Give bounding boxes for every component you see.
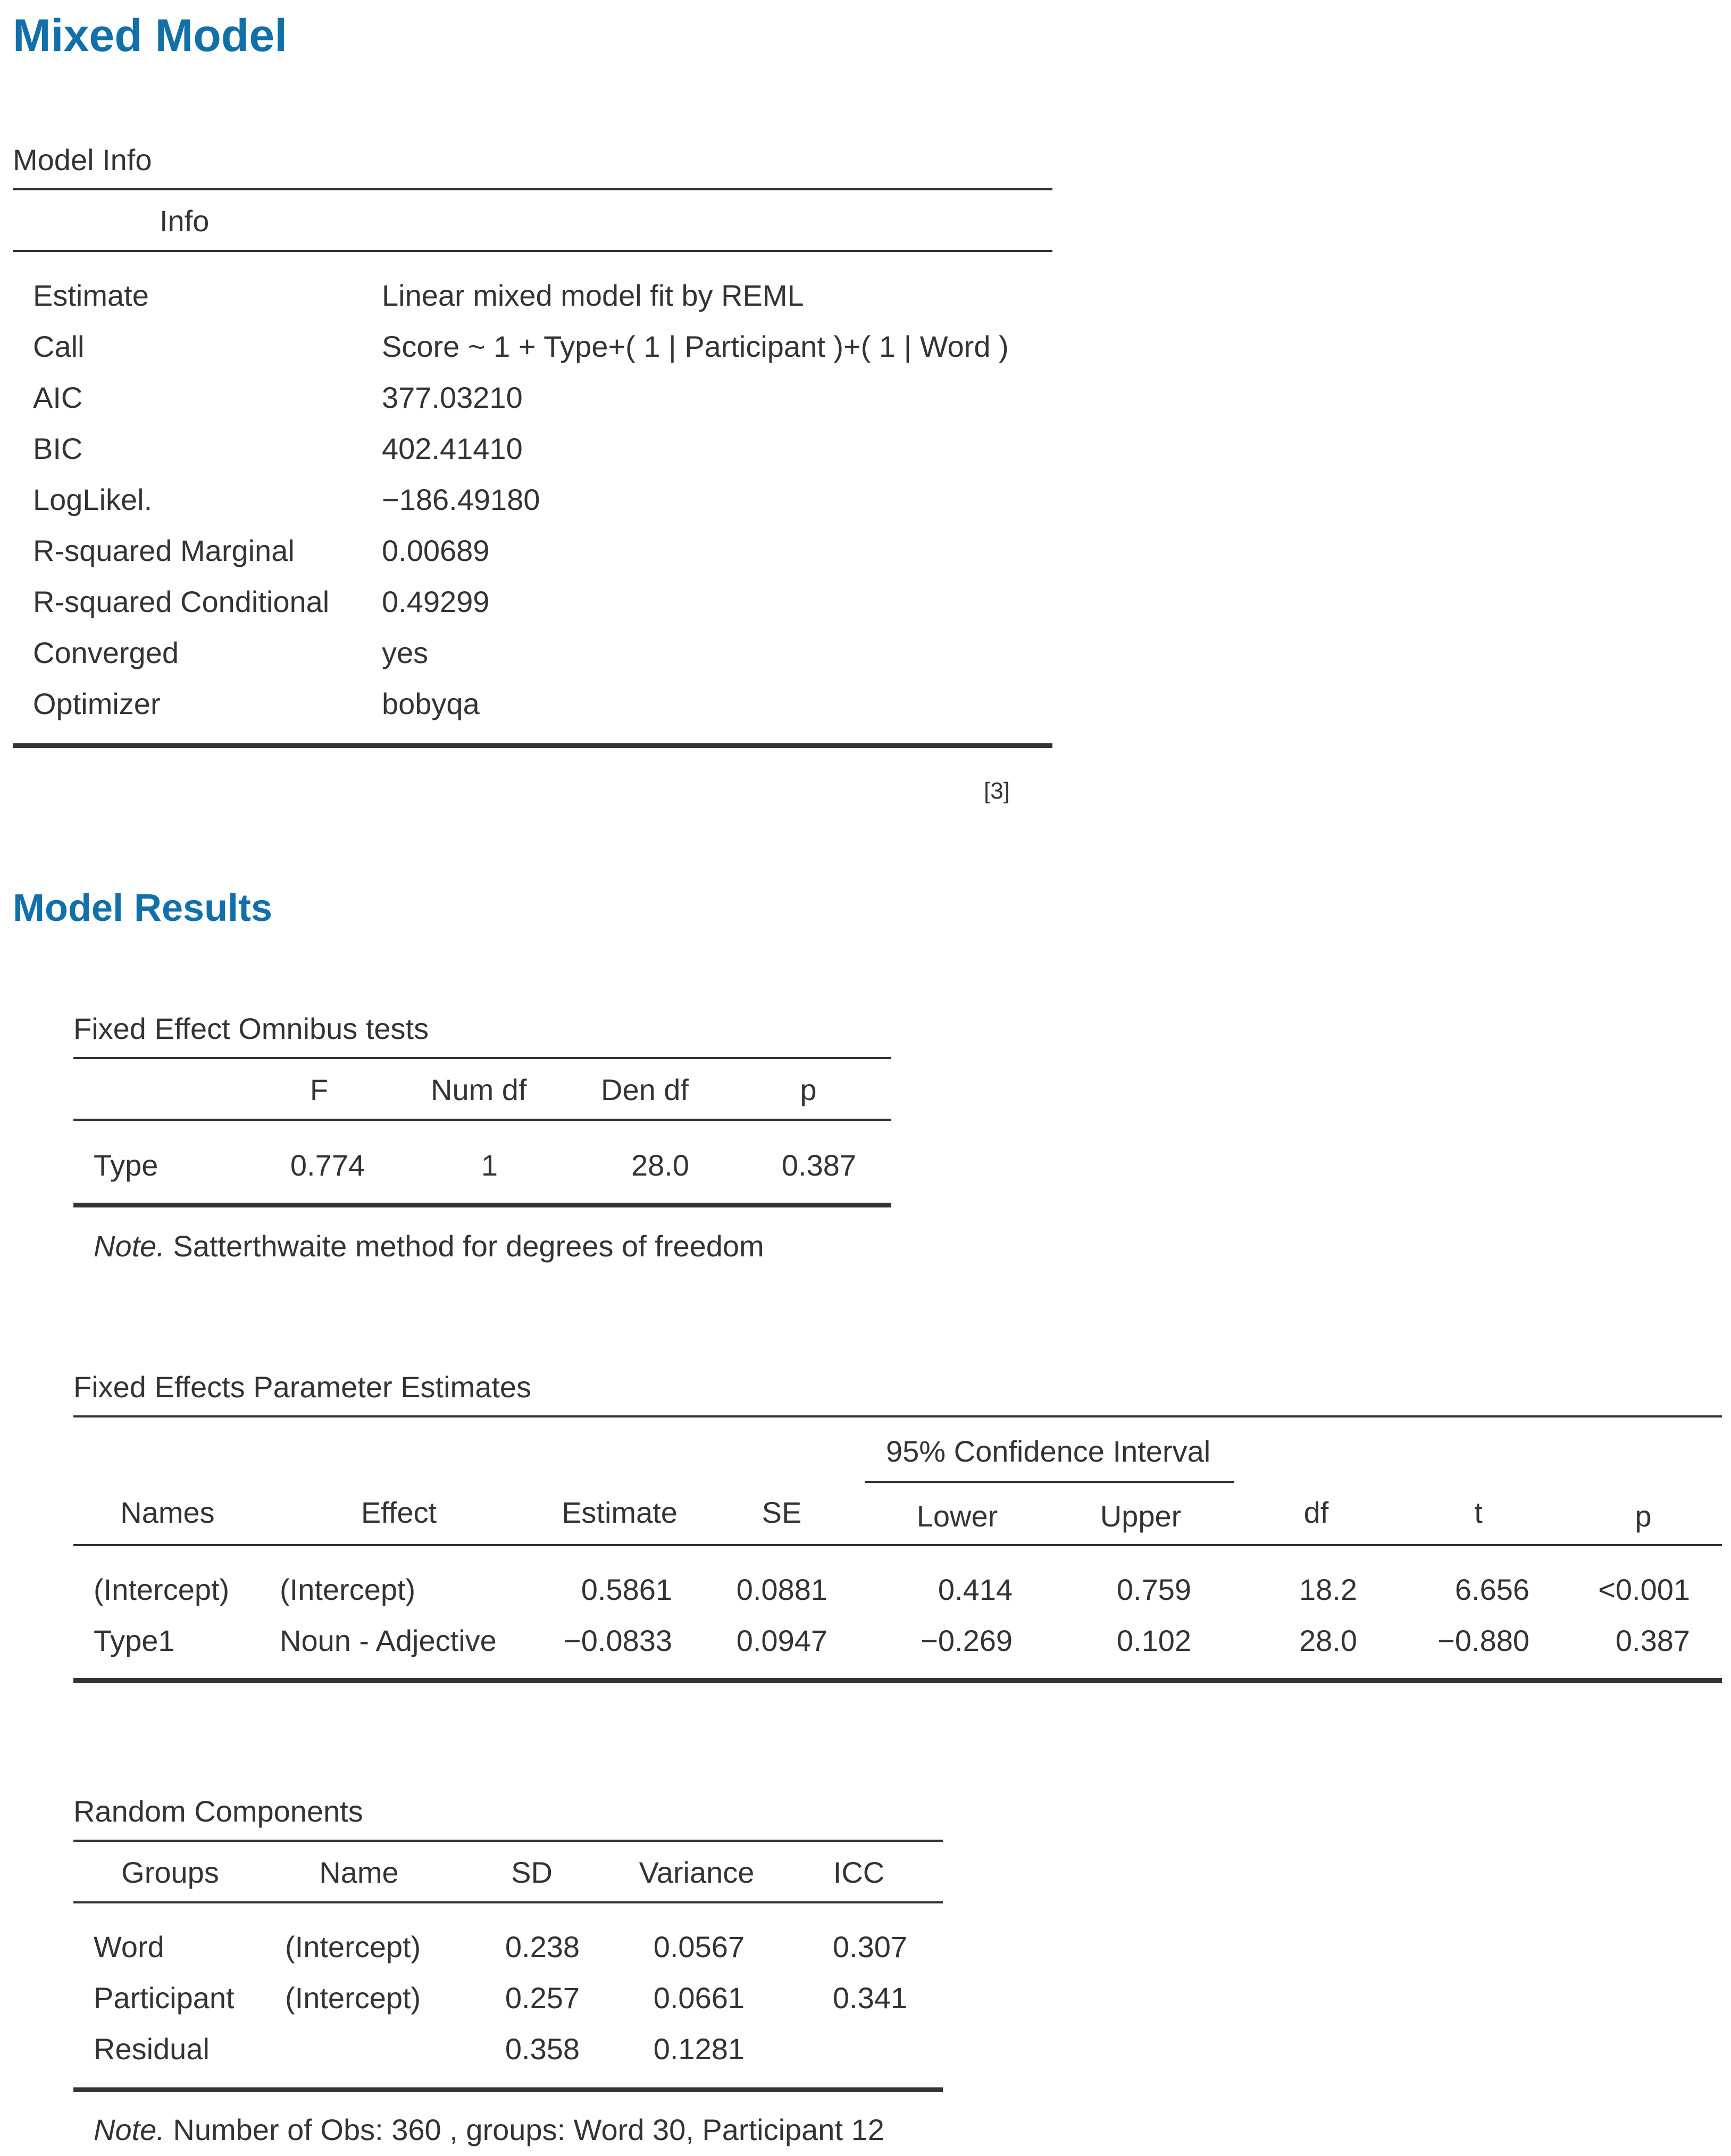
row-name: Type <box>94 1148 158 1182</box>
p-cell: 0.387 <box>1615 1624 1690 1657</box>
variance-cell: 0.0567 <box>653 1930 745 1964</box>
column-header: p <box>800 1073 817 1106</box>
column-header: Lower <box>916 1499 998 1533</box>
model-info-label: BIC <box>33 432 83 465</box>
note-label: Note. <box>94 2113 165 2146</box>
random-note <box>94 2115 884 2145</box>
effect-cell: Noun - Adjective <box>280 1624 497 1657</box>
sd-cell: 0.358 <box>505 2032 580 2066</box>
column-header: ICC <box>833 1856 885 1889</box>
model-info-label: Converged <box>33 636 179 669</box>
variance-cell: 0.0661 <box>653 1981 745 2015</box>
groups-cell: Word <box>94 1930 164 1964</box>
model-info-label: R-squared Conditional <box>33 585 330 618</box>
column-header: Groups <box>121 1856 219 1889</box>
model-info-value: Score ~ 1 + Type+( 1 | Participant )+( 1 | Word ) <box>382 330 1009 363</box>
se-cell: 0.0881 <box>736 1573 827 1606</box>
column-header: SE <box>762 1496 802 1529</box>
estimate-cell: −0.0833 <box>564 1624 672 1657</box>
column-header: SD <box>511 1856 553 1889</box>
column-header: t <box>1474 1496 1483 1529</box>
icc-cell: 0.341 <box>832 1981 907 2015</box>
column-header: Upper <box>1100 1499 1182 1533</box>
se-cell: 0.0947 <box>736 1624 827 1657</box>
groups-cell: Participant <box>94 1981 235 2015</box>
note-label: Note. <box>94 1229 165 1263</box>
lower-cell: 0.414 <box>938 1573 1013 1606</box>
model-info-value: 402.41410 <box>382 432 523 465</box>
model-info-value: yes <box>382 636 429 669</box>
column-header: Name <box>319 1856 399 1889</box>
model-info-value: −186.49180 <box>382 483 540 516</box>
omnibus-header-rule <box>73 1119 891 1121</box>
note-text: Number of Obs: 360 , groups: Word 30, Participant 12 <box>164 2113 884 2146</box>
model-info-header-rule <box>13 250 1052 252</box>
model-info-value: 0.49299 <box>382 585 490 618</box>
note-text: Satterthwaite method for degrees of freedom <box>164 1229 764 1263</box>
random-top-rule <box>73 1840 943 1842</box>
sd-cell: 0.257 <box>505 1981 580 2015</box>
model-info-label: R-squared Marginal <box>33 534 295 567</box>
lower-cell: −0.269 <box>921 1624 1013 1657</box>
name-cell: (Intercept) <box>285 1981 421 2015</box>
random-header-rule <box>73 1901 943 1903</box>
sd-cell: 0.238 <box>505 1930 580 1964</box>
estimates-bottom-rule <box>73 1678 1722 1683</box>
section-title: Model Results <box>13 887 273 929</box>
omnibus-bottom-rule <box>73 1203 891 1207</box>
reference-link[interactable]: [3] <box>984 778 1010 804</box>
model-info-caption: Model Info <box>13 143 152 177</box>
model-info-label: Estimate <box>33 279 149 312</box>
model-info-value: bobyqa <box>382 687 480 720</box>
column-header: Estimate <box>562 1496 678 1529</box>
column-header: Den df <box>601 1073 689 1106</box>
estimates-header-rule <box>73 1544 1722 1546</box>
omnibus-note <box>94 1231 764 1261</box>
model-info-top-rule <box>13 188 1052 190</box>
omnibus-top-rule <box>73 1057 891 1059</box>
model-info-label: Optimizer <box>33 687 161 720</box>
df-cell: 28.0 <box>1299 1624 1357 1657</box>
names-cell: (Intercept) <box>94 1573 230 1606</box>
ci-rule <box>865 1481 1234 1483</box>
name-cell: (Intercept) <box>285 1930 421 1964</box>
model-info-label: Call <box>33 330 85 363</box>
estimates-caption: Fixed Effects Parameter Estimates <box>73 1370 532 1404</box>
num-df-value: 1 <box>481 1148 498 1182</box>
random-bottom-rule <box>73 2087 943 2092</box>
groups-cell: Residual <box>94 2032 210 2066</box>
p-value: 0.387 <box>781 1148 856 1182</box>
f-value: 0.774 <box>290 1148 365 1182</box>
estimates-top-rule <box>73 1415 1722 1417</box>
column-header: Num df <box>431 1073 527 1106</box>
ci-header: 95% Confidence Interval <box>886 1434 1211 1468</box>
column-header: p <box>1635 1499 1652 1533</box>
column-header: Names <box>120 1496 215 1529</box>
variance-cell: 0.1281 <box>653 2032 745 2066</box>
model-info-label: AIC <box>33 381 83 414</box>
t-cell: −0.880 <box>1437 1624 1529 1657</box>
estimate-cell: 0.5861 <box>581 1573 672 1606</box>
column-header: df <box>1303 1496 1329 1529</box>
model-info-value: 377.03210 <box>382 381 523 414</box>
upper-cell: 0.759 <box>1116 1573 1191 1606</box>
column-header: Variance <box>639 1856 755 1889</box>
model-info-label: LogLikel. <box>33 483 153 516</box>
upper-cell: 0.102 <box>1116 1624 1191 1657</box>
p-cell: <0.001 <box>1598 1573 1690 1606</box>
df-cell: 18.2 <box>1299 1573 1357 1606</box>
names-cell: Type1 <box>94 1624 175 1657</box>
column-header: Effect <box>361 1496 437 1529</box>
random-caption: Random Components <box>73 1794 363 1828</box>
model-info-value: Linear mixed model fit by REML <box>382 279 804 312</box>
icc-cell: 0.307 <box>832 1930 907 1964</box>
omnibus-caption: Fixed Effect Omnibus tests <box>73 1012 429 1045</box>
model-info-bottom-rule <box>13 743 1052 748</box>
model-info-value: 0.00689 <box>382 534 490 567</box>
model-info-header: Info <box>160 204 210 238</box>
den-df-value: 28.0 <box>631 1148 689 1182</box>
effect-cell: (Intercept) <box>280 1573 416 1606</box>
t-cell: 6.656 <box>1454 1573 1529 1606</box>
column-header: F <box>310 1073 329 1106</box>
page-title: Mixed Model <box>13 10 288 61</box>
